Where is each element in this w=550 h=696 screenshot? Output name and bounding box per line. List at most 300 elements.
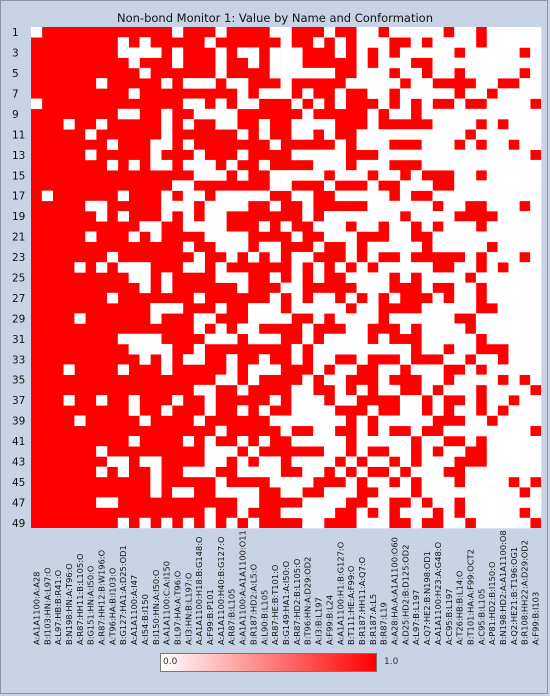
heatmap-cell (302, 436, 313, 447)
heatmap-cell (172, 395, 183, 406)
heatmap-cell (530, 129, 541, 140)
heatmap-cell (346, 242, 357, 253)
heatmap-cell (530, 231, 541, 242)
heatmap-cell (172, 27, 183, 38)
x-tick-label: A:F99:B:I103 (530, 591, 541, 645)
heatmap-cell (432, 497, 443, 508)
heatmap-cell (476, 467, 487, 478)
heatmap-cell (259, 221, 270, 232)
heatmap-cell (498, 170, 509, 181)
heatmap-cell (378, 436, 389, 447)
heatmap-cell (140, 354, 151, 365)
heatmap-cell (324, 119, 335, 130)
heatmap-cell (454, 221, 465, 232)
heatmap-cell (335, 436, 346, 447)
heatmap-cell (411, 518, 422, 529)
heatmap-cell (411, 129, 422, 140)
heatmap-cell (107, 252, 118, 263)
heatmap-cell (346, 78, 357, 89)
heatmap-cell (226, 119, 237, 130)
heatmap-cell (270, 88, 281, 99)
heatmap-cell (129, 405, 140, 416)
heatmap-cell (378, 518, 389, 529)
heatmap-cell (498, 139, 509, 150)
heatmap-cell (487, 160, 498, 171)
heatmap-cell (508, 129, 519, 140)
heatmap-cell (400, 252, 411, 263)
heatmap-cell (291, 191, 302, 202)
heatmap-cell (129, 436, 140, 447)
heatmap-cell (443, 47, 454, 58)
heatmap-cell (248, 303, 259, 314)
heatmap-cell (432, 119, 443, 130)
x-tick-label: B:N198:HN:A:T96:O (64, 563, 74, 645)
heatmap-cell (291, 119, 302, 130)
heatmap-cell (487, 293, 498, 304)
heatmap-cell (465, 508, 476, 519)
x-tick-label: A:A1A1100:C:A:I150 (161, 560, 172, 645)
x-tick-label: A:C95:B:L197 (443, 588, 454, 645)
heatmap-cell (487, 201, 498, 212)
heatmap-cell (443, 201, 454, 212)
heatmap-cell (443, 456, 454, 467)
heatmap-cell (487, 364, 498, 375)
heatmap-cell (530, 170, 541, 181)
heatmap-cell (248, 191, 259, 202)
heatmap-cell (324, 180, 335, 191)
x-tick-label: A:F99:B:P101 (205, 589, 215, 645)
heatmap-cell (150, 456, 161, 467)
heatmap-cell (508, 99, 519, 110)
heatmap-cell (205, 313, 216, 324)
heatmap-cell (487, 354, 498, 365)
heatmap-cell (194, 354, 205, 365)
x-tick-label: A:F99:B:L24 (324, 594, 335, 645)
heatmap-cell (226, 364, 237, 375)
y-tick-label: 23 (12, 252, 26, 265)
heatmap-cell (259, 119, 270, 130)
heatmap-cell (411, 180, 422, 191)
heatmap-cell (454, 58, 465, 69)
heatmap-cell (85, 231, 96, 242)
heatmap-cell (508, 313, 519, 324)
colorbar (160, 653, 377, 672)
heatmap-cell (226, 375, 237, 386)
heatmap-cell (498, 221, 509, 232)
heatmap-cell (226, 201, 237, 212)
heatmap-cell (465, 88, 476, 99)
heatmap-cell (400, 487, 411, 498)
heatmap-cell (378, 497, 389, 508)
heatmap-cell (291, 303, 302, 314)
heatmap-cell (530, 68, 541, 79)
heatmap-cell (519, 180, 530, 191)
heatmap-cell (161, 109, 172, 120)
heatmap-cell (422, 508, 433, 519)
heatmap-cell (237, 283, 248, 294)
heatmap-cell (118, 262, 129, 273)
heatmap-cell (400, 324, 411, 335)
heatmap-cell (270, 139, 281, 150)
heatmap-cell (150, 221, 161, 232)
heatmap-cell (150, 47, 161, 58)
heatmap-cell (530, 58, 541, 69)
heatmap-cell (378, 37, 389, 48)
x-tick-label: B:T111:HE:A:F99:O (346, 565, 357, 645)
x-tick-label: B:R87:L19 (378, 602, 389, 645)
heatmap-cell (324, 487, 335, 498)
heatmap-cell (281, 37, 292, 48)
heatmap-cell (465, 405, 476, 416)
heatmap-cell (465, 150, 476, 161)
x-tick-label: B:T96:HN:A:D29:OD2 (302, 556, 313, 645)
heatmap-cell (519, 385, 530, 396)
heatmap-cell (194, 221, 205, 232)
heatmap-cell (465, 334, 476, 345)
heatmap-cell (508, 303, 519, 314)
heatmap-cell (313, 119, 324, 130)
heatmap-cell (215, 446, 226, 457)
heatmap-cell (530, 262, 541, 273)
heatmap-cell (140, 262, 151, 273)
heatmap-cell (140, 272, 151, 283)
heatmap-cell (476, 47, 487, 58)
heatmap-cell (411, 37, 422, 48)
heatmap-cell (400, 242, 411, 253)
y-tick-label: 47 (12, 497, 26, 510)
heatmap-cell (465, 303, 476, 314)
heatmap-cell (281, 313, 292, 324)
heatmap-cell (183, 119, 194, 130)
heatmap-cell (335, 487, 346, 498)
heatmap-cell (313, 150, 324, 161)
heatmap-cell (313, 272, 324, 283)
heatmap-cell (270, 313, 281, 324)
heatmap-cell (140, 344, 151, 355)
heatmap-cell (367, 283, 378, 294)
heatmap-cell (519, 191, 530, 202)
heatmap-cell (215, 375, 226, 386)
heatmap-cell (487, 456, 498, 467)
heatmap-cell (367, 68, 378, 79)
heatmap-cell (270, 201, 281, 212)
x-tick-label: A:I3:B:L197 (313, 597, 324, 645)
heatmap-cell (172, 47, 183, 58)
heatmap-cell (291, 150, 302, 161)
heatmap-cell (519, 467, 530, 478)
heatmap-cell (357, 211, 368, 222)
heatmap-cell (498, 385, 509, 396)
heatmap-cell (378, 262, 389, 273)
heatmap-cell (335, 170, 346, 181)
heatmap-cell (508, 47, 519, 58)
heatmap-cell (118, 211, 129, 222)
heatmap-cell (530, 324, 541, 335)
heatmap-cell (519, 344, 530, 355)
heatmap-cell (335, 160, 346, 171)
heatmap-cell (454, 487, 465, 498)
heatmap-cell (237, 47, 248, 58)
heatmap-cell (291, 293, 302, 304)
heatmap-cell (454, 191, 465, 202)
heatmap-cell (205, 170, 216, 181)
heatmap-cell (422, 324, 433, 335)
heatmap-cell (324, 508, 335, 519)
heatmap-cell (487, 283, 498, 294)
heatmap-cell (367, 252, 378, 263)
heatmap-cell (107, 139, 118, 150)
heatmap-cell (215, 221, 226, 232)
heatmap-cell (508, 364, 519, 375)
heatmap-cell (324, 293, 335, 304)
heatmap-cell (140, 334, 151, 345)
heatmap-cell (422, 109, 433, 120)
heatmap-cell (443, 518, 454, 529)
heatmap-cell (313, 364, 324, 375)
heatmap-cell (237, 497, 248, 508)
heatmap-cell (346, 252, 357, 263)
heatmap-cell (367, 27, 378, 38)
heatmap-cell (378, 416, 389, 427)
heatmap-cell (118, 191, 129, 202)
heatmap-cell (291, 262, 302, 273)
heatmap-cell (411, 262, 422, 273)
heatmap-cell (291, 129, 302, 140)
heatmap-cell (411, 395, 422, 406)
heatmap-cell (465, 477, 476, 488)
x-tick-label: A:A1A1100:A:A1A1100:O11 (237, 530, 248, 645)
x-tick-label: B:R108:HH22:A:D29:OD2 (519, 540, 530, 645)
heatmap-cell (530, 252, 541, 263)
heatmap-cell (183, 221, 194, 232)
x-tick-label: B:G127:HA1:A:D25:OD1 (118, 545, 129, 645)
heatmap-cell (281, 426, 292, 437)
heatmap-cell (237, 170, 248, 181)
heatmap-cell (367, 139, 378, 150)
heatmap-cell (454, 180, 465, 191)
heatmap-cell (357, 344, 368, 355)
y-tick-label: 25 (12, 272, 26, 285)
heatmap-cell (357, 334, 368, 345)
heatmap-cell (465, 385, 476, 396)
heatmap-cell (183, 436, 194, 447)
heatmap-cell (487, 405, 498, 416)
heatmap-cell (215, 119, 226, 130)
heatmap-cell (357, 324, 368, 335)
heatmap-cell (443, 37, 454, 48)
heatmap-cell (291, 68, 302, 79)
heatmap-cell (270, 293, 281, 304)
y-tick-label: 7 (12, 88, 19, 101)
heatmap-cell (422, 334, 433, 345)
heatmap-cell (519, 324, 530, 335)
heatmap-cell (215, 303, 226, 314)
heatmap-cell (215, 211, 226, 222)
heatmap-cell (313, 508, 324, 519)
heatmap-cell (519, 211, 530, 222)
heatmap-cell (367, 436, 378, 447)
heatmap-cell (508, 109, 519, 120)
heatmap-cell (302, 170, 313, 181)
heatmap-cell (378, 191, 389, 202)
heatmap-cell (465, 467, 476, 478)
heatmap-cell (281, 68, 292, 79)
heatmap-cell (367, 221, 378, 232)
heatmap-cell (432, 344, 443, 355)
heatmap-cell (487, 467, 498, 478)
heatmap-cell (443, 129, 454, 140)
heatmap-cell (205, 446, 216, 457)
heatmap-cell (432, 129, 443, 140)
heatmap-cell (302, 508, 313, 519)
heatmap-cell (183, 518, 194, 529)
y-tick-label: 21 (12, 231, 26, 244)
colorbar-max-label: 1.0 (384, 657, 399, 667)
heatmap-cell (411, 426, 422, 437)
heatmap-cell (281, 88, 292, 99)
heatmap-cell (508, 487, 519, 498)
heatmap-cell (519, 272, 530, 283)
y-tick-label: 19 (12, 211, 26, 224)
heatmap-cell (454, 37, 465, 48)
heatmap-cell (454, 303, 465, 314)
heatmap-cell (378, 283, 389, 294)
heatmap-cell (443, 324, 454, 335)
heatmap-cell (400, 446, 411, 457)
heatmap-cell (324, 160, 335, 171)
heatmap-cell (411, 88, 422, 99)
heatmap-cell (530, 364, 541, 375)
heatmap-cell (487, 78, 498, 89)
heatmap-cell (432, 242, 443, 253)
heatmap-cell (215, 201, 226, 212)
heatmap-cell (378, 211, 389, 222)
heatmap-cell (150, 334, 161, 345)
heatmap-cell (508, 334, 519, 345)
heatmap-cell (183, 139, 194, 150)
heatmap-cell (346, 272, 357, 283)
heatmap-cell (248, 47, 259, 58)
y-tick-label: 41 (12, 436, 26, 449)
heatmap-cell (367, 78, 378, 89)
heatmap-cell (291, 283, 302, 294)
heatmap-cell (519, 109, 530, 120)
heatmap-cell (519, 446, 530, 457)
heatmap-cell (443, 150, 454, 161)
heatmap-cell (378, 170, 389, 181)
heatmap-cell (150, 487, 161, 498)
heatmap-cell (357, 518, 368, 529)
heatmap-cell (183, 191, 194, 202)
heatmap-cell (530, 456, 541, 467)
heatmap-cell (422, 477, 433, 488)
heatmap-cell (454, 262, 465, 273)
heatmap-cell (259, 160, 270, 171)
heatmap-cell (411, 364, 422, 375)
heatmap-cell (357, 508, 368, 519)
heatmap-cell (259, 456, 270, 467)
heatmap-cell (205, 405, 216, 416)
heatmap-cell (487, 129, 498, 140)
heatmap-cell (313, 293, 324, 304)
heatmap-cell (205, 211, 216, 222)
x-tick-label: A:I3:HN:B:L197:O (183, 572, 194, 645)
heatmap-cell (313, 221, 324, 232)
heatmap-cell (422, 150, 433, 161)
heatmap-cell (291, 436, 302, 447)
heatmap-cell (302, 201, 313, 212)
heatmap-cell (432, 303, 443, 314)
heatmap-cell (454, 446, 465, 457)
heatmap-cell (389, 364, 400, 375)
heatmap-cell (432, 395, 443, 406)
heatmap-cell (313, 99, 324, 110)
heatmap-cell (498, 487, 509, 498)
heatmap-cell (313, 313, 324, 324)
heatmap-cell (215, 272, 226, 283)
heatmap-cell (281, 477, 292, 488)
heatmap-cell (107, 497, 118, 508)
heatmap-cell (357, 37, 368, 48)
heatmap-cell (530, 395, 541, 406)
heatmap-cell (270, 303, 281, 314)
heatmap-cell (367, 88, 378, 99)
heatmap-cell (357, 446, 368, 457)
heatmap-cell (129, 109, 140, 120)
heatmap-cell (302, 68, 313, 79)
heatmap-cell (324, 303, 335, 314)
heatmap-cell (205, 467, 216, 478)
heatmap-cell (519, 58, 530, 69)
heatmap-cell (465, 416, 476, 427)
heatmap-cell (215, 68, 226, 79)
heatmap-cell (508, 324, 519, 335)
heatmap-cell (259, 303, 270, 314)
x-tick-label: B:R187:HH11:A:Q7:O (357, 556, 367, 645)
heatmap-cell (357, 78, 368, 89)
heatmap-cell (465, 221, 476, 232)
heatmap-cell (498, 201, 509, 212)
heatmap-cell (411, 47, 422, 58)
heatmap-cell (194, 385, 205, 396)
heatmap-cell (161, 303, 172, 314)
heatmap-cell (324, 68, 335, 79)
x-tick-label: A:A1A1100:H40:B:G127:O (215, 536, 226, 645)
heatmap-cell (432, 272, 443, 283)
heatmap-cell (367, 272, 378, 283)
heatmap-cell (508, 293, 519, 304)
heatmap-cell (487, 313, 498, 324)
heatmap-cell (476, 416, 487, 427)
heatmap-cell (150, 160, 161, 171)
heatmap-cell (443, 487, 454, 498)
heatmap-cell (107, 456, 118, 467)
heatmap-cell (237, 487, 248, 498)
heatmap-cell (378, 272, 389, 283)
heatmap-cell (194, 313, 205, 324)
heatmap-cell (432, 27, 443, 38)
heatmap-cell (324, 446, 335, 457)
heatmap-cell (476, 324, 487, 335)
heatmap-cell (367, 293, 378, 304)
y-tick-label: 35 (12, 374, 26, 387)
heatmap-cell (378, 334, 389, 345)
heatmap-cell (465, 242, 476, 253)
x-tick-label: B:G149:HA1:A:I50:O (281, 560, 291, 645)
x-tick-label: A:R87:B:L105 (226, 588, 237, 645)
heatmap-cell (498, 252, 509, 263)
heatmap-cell (281, 47, 292, 58)
